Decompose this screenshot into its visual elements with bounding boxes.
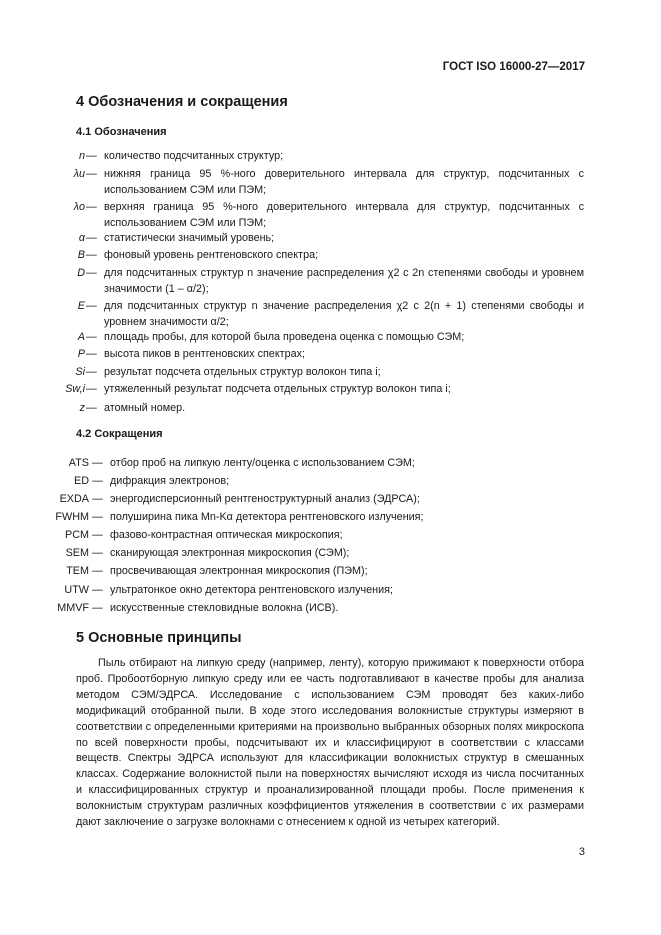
symbol: A [77, 331, 85, 343]
symbol: E [77, 300, 85, 312]
symbol-definition: количество подсчитанных структур; [104, 150, 284, 162]
symbol: Si [75, 366, 85, 378]
dash: — [86, 348, 97, 360]
dash: — [86, 150, 97, 162]
dash: — [86, 402, 97, 414]
symbol-definition: статистически значимый уровень; [104, 232, 275, 244]
abbreviation-definition: дифракция электронов; [110, 475, 230, 487]
abbreviation-definition: полуширина пика Mn-Kα детектора рентгеновского излучения; [110, 511, 424, 523]
symbol: Sw,i [65, 383, 85, 395]
dash: — [86, 383, 97, 395]
dash: — [92, 547, 103, 559]
abbreviation: FWHM [55, 511, 89, 523]
symbol-definition: атомный номер. [104, 402, 186, 414]
symbol-definition: для подсчитанных структур n значение распределения χ2 с 2n степенями свободы и уровнем значимости (1 – α/2); [104, 267, 584, 295]
abbreviation: UTW [64, 584, 89, 596]
symbol: n [78, 150, 85, 162]
dash: — [92, 602, 103, 614]
abbreviation: SEM [65, 547, 89, 559]
dash: — [86, 201, 97, 213]
section-5-title: 5 Основные принципы [76, 630, 242, 646]
symbol-definition: результат подсчета отдельных структур волокон типа i; [104, 366, 381, 378]
abbreviation: PCM [65, 529, 89, 541]
principles-paragraph: Пыль отбирают на липкую среду (например, ленту), которую прижимают к поверхности отбора проб. Пробоотборную липкую среду или ее часть подготавливают в качестве пробы для анализа методом СЭМ/ЭДРСА. Исследование с использованием СЭМ проводят без каких-либо модификаций отобранной пыли. В ходе этого исследования волокнистые структуры измеряют в соответствии с определенными критериями на произвольно выбранных обзорных полях микроскопа по всей поверхности пробы, подсчитывают их и классифицируют в соответствии с классами веществ. Спектры ЭДРСА используют для классификации волокнистых структур в смешанных классах. Содержание волокнистой пыли на поверхностях вычисляют исходя из числа посчитанных и классифицированных структур и проанализированной площади пробы. После применения к волокнистым структурам различных коэффициентов утяжеления в соответствии с их размерами дают заключение о загрузке волокнами с отнесением к одной из четырех категорий. [76, 657, 584, 829]
symbol-definition: для подсчитанных структур n значение распределения χ2 с 2(n + 1) степенями свободы и уровнем значимости α/2; [104, 300, 584, 328]
abbreviation-definition: ультратонкое окно детектора рентгеновского излучения; [110, 584, 393, 596]
abbreviation: TEM [66, 565, 89, 577]
dash: — [86, 249, 97, 261]
symbol-definition: фоновый уровень рентгеновского спектра; [104, 249, 319, 261]
dash: — [92, 511, 103, 523]
symbol-definition: нижняя граница 95 %-ного доверительного интервала для структур, подсчитанных с использованием СЭМ или ПЭМ; [104, 168, 584, 196]
dash: — [92, 529, 103, 541]
abbreviation-definition: искусственные стекловидные волокна (ИСВ). [110, 602, 339, 614]
abbreviation-definition: отбор проб на липкую ленту/оценка с использованием СЭМ; [110, 457, 415, 469]
dash: — [92, 493, 103, 505]
abbreviation: ED [74, 475, 89, 487]
dash: — [86, 300, 97, 312]
document-id: ГОСТ ISO 16000-27—2017 [442, 61, 585, 73]
symbol: P [77, 348, 85, 360]
dash: — [86, 232, 97, 244]
symbol-definition: утяжеленный результат подсчета отдельных структур волокон типа i; [104, 383, 451, 395]
dash: — [86, 331, 97, 343]
abbreviation-definition: фазово-контрастная оптическая микроскопия; [110, 529, 343, 541]
symbol-definition: высота пиков в рентгеновских спектрах; [104, 348, 306, 360]
abbreviation-definition: просвечивающая электронная микроскопия (ПЭМ); [110, 565, 368, 577]
symbol: B [77, 249, 85, 261]
dash: — [92, 584, 103, 596]
abbreviation: ATS [68, 457, 89, 469]
dash: — [86, 366, 97, 378]
subsection-4-1-title: 4.1 Обозначения [76, 126, 167, 138]
abbreviation-definition: сканирующая электронная микроскопия (СЭМ); [110, 547, 350, 559]
subsection-4-2-title: 4.2 Сокращения [76, 428, 163, 440]
abbreviation-definition: энергодисперсионный рентгеноструктурный анализ (ЭДРСА); [110, 493, 420, 505]
symbol: λo [73, 201, 85, 213]
symbol: z [79, 402, 85, 414]
symbol-definition: верхняя граница 95 %-ного доверительного интервала для структур, подсчитанных с использованием СЭМ или ПЭМ; [104, 201, 584, 229]
dash: — [86, 267, 97, 279]
symbol: D [77, 267, 85, 279]
section-4-title: 4 Обозначения и сокращения [76, 94, 288, 110]
symbol-definition: площадь пробы, для которой была проведена оценка с помощью СЭМ; [104, 331, 465, 343]
symbol: α [78, 232, 85, 244]
dash: — [92, 457, 103, 469]
dash: — [86, 168, 97, 180]
symbol: λu [73, 168, 85, 180]
dash: — [92, 475, 103, 487]
page-number: 3 [578, 846, 585, 858]
abbreviation: EXDA [59, 493, 89, 505]
abbreviation: MMVF [57, 602, 89, 614]
dash: — [92, 565, 103, 577]
